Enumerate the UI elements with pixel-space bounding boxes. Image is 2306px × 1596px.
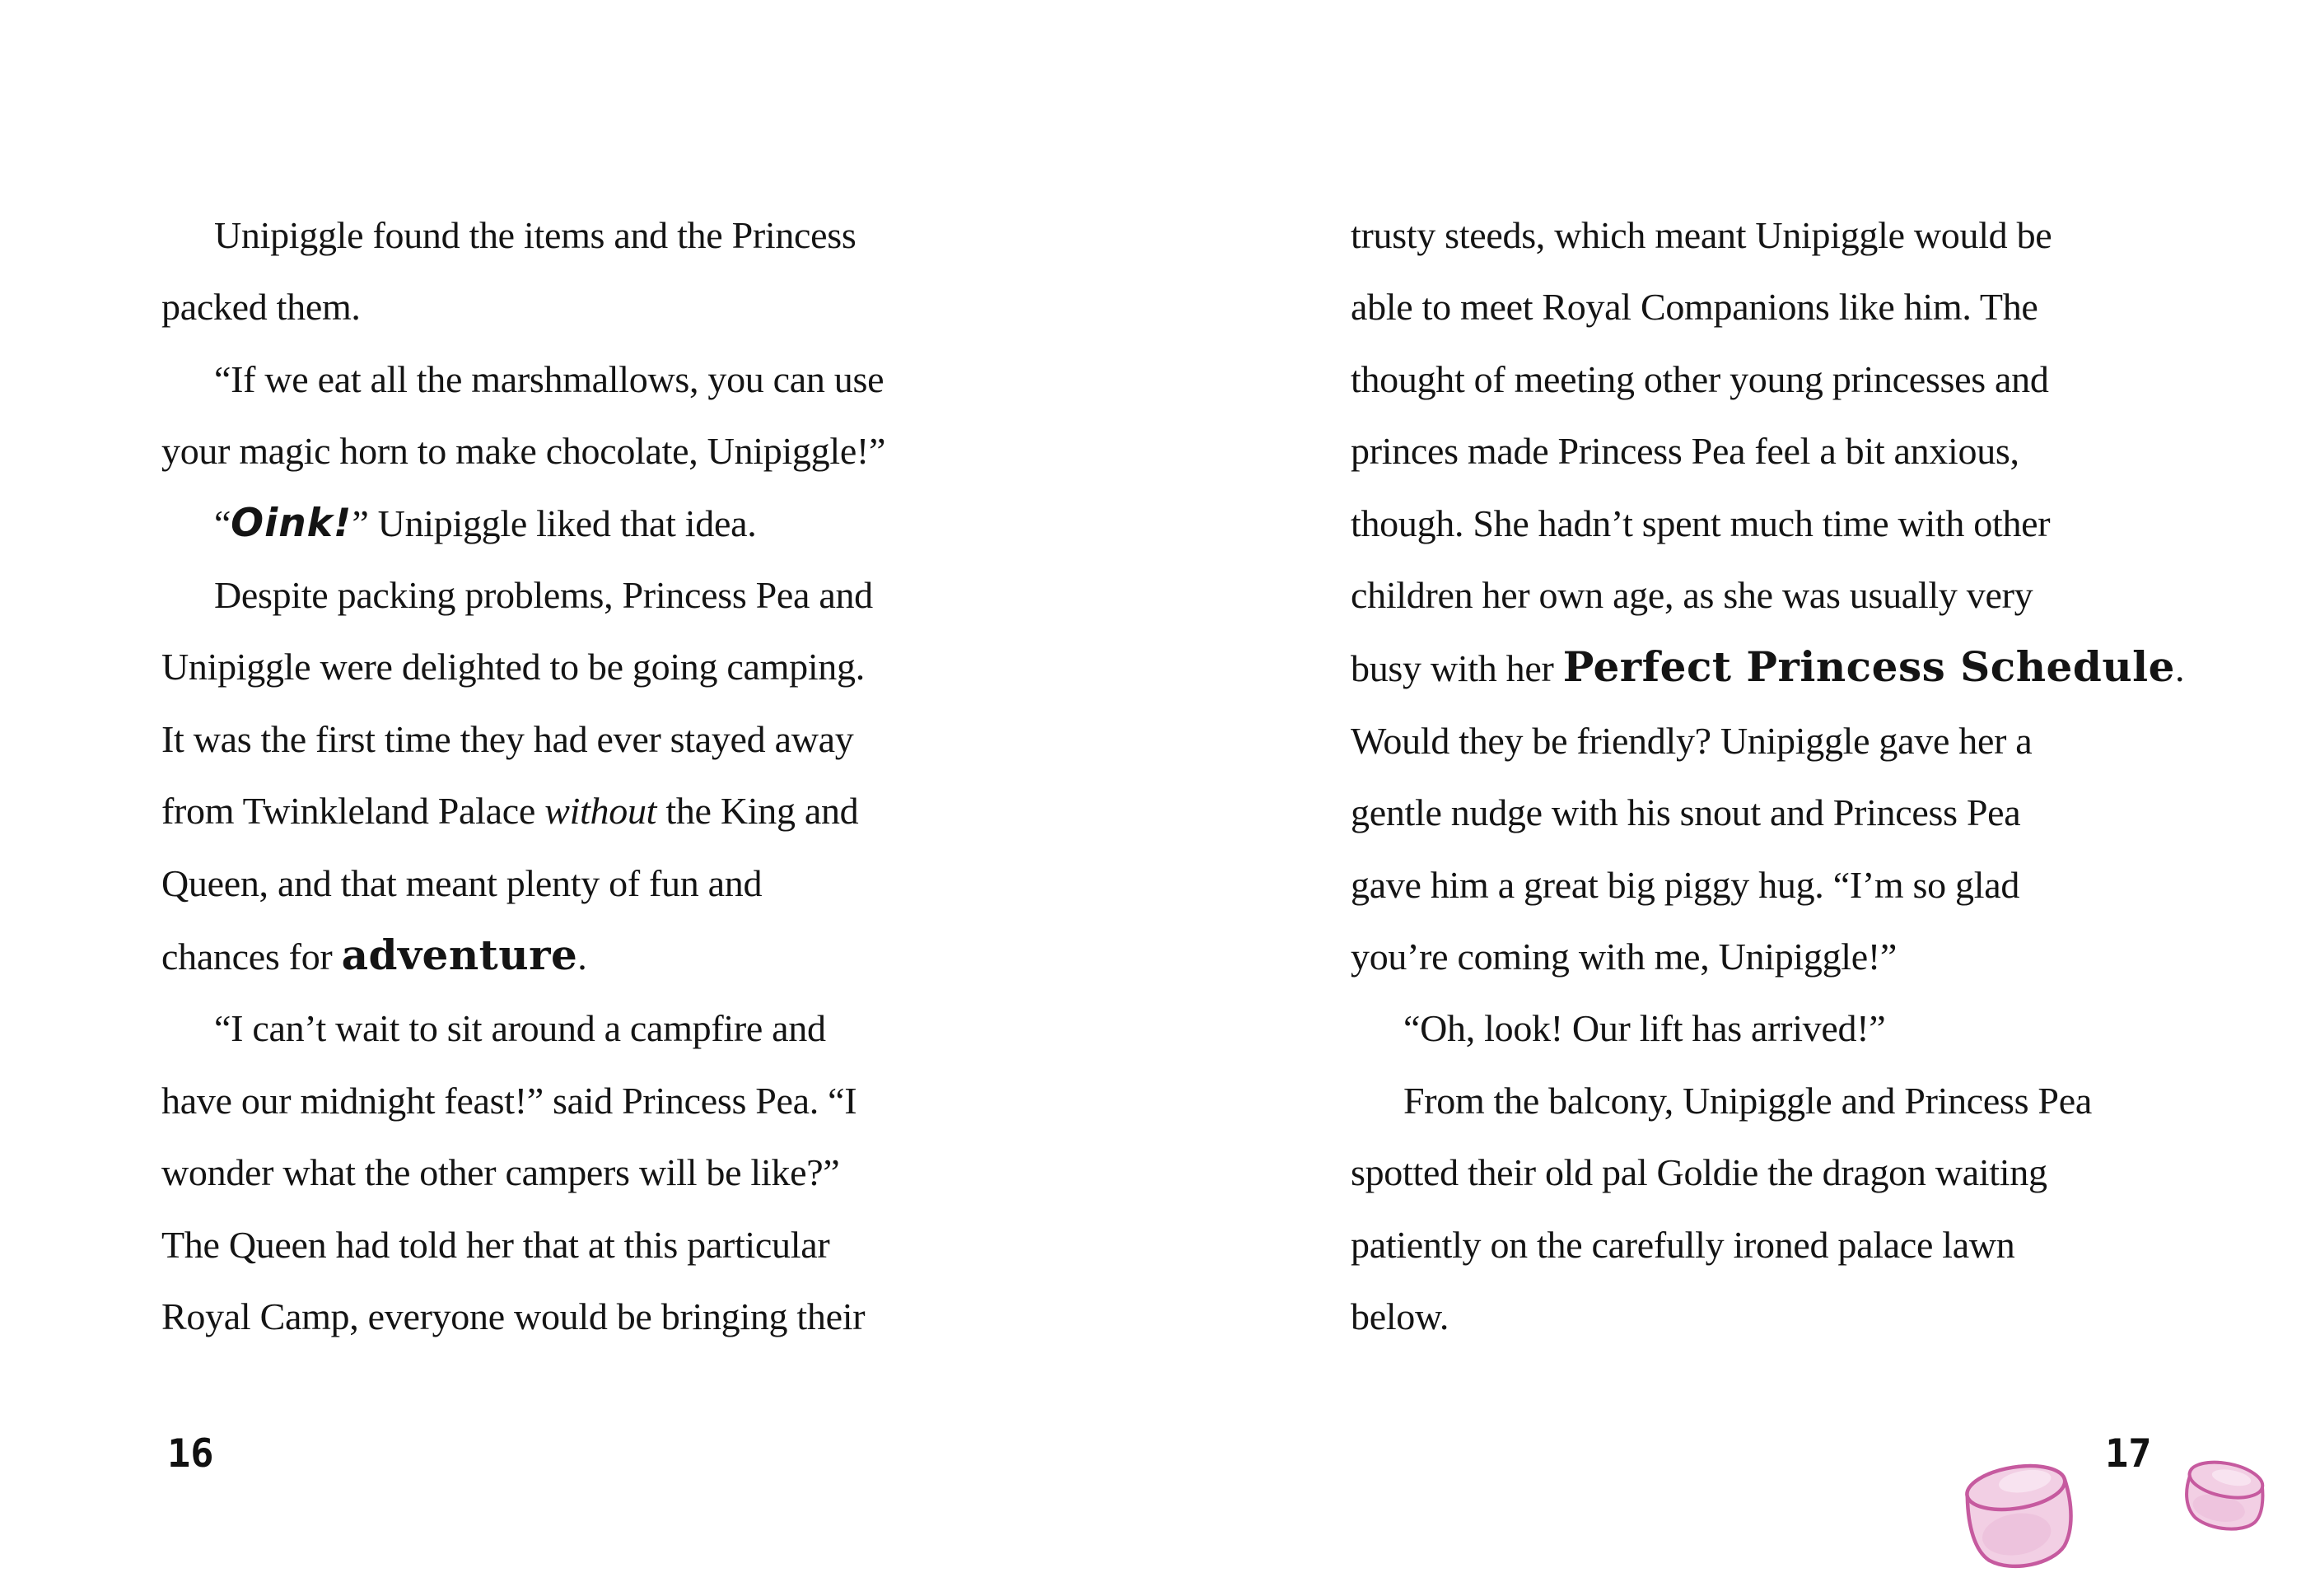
oink-text: Oink! [231, 500, 352, 546]
body-text: children her own age, as she was usually very [1351, 574, 2033, 617]
body-text: princes made Princess Pea feel a bit anxious, [1351, 430, 2019, 473]
body-text: gave him a great big piggy hug. “I’m so glad [1351, 863, 2020, 906]
body-text: wonder what the other campers will be like?” [161, 1151, 840, 1194]
text-line [1351, 488, 2182, 559]
body-text: trusty steeds, which meant Unipiggle would be [1351, 214, 2052, 256]
text-line [1351, 921, 2182, 992]
text-line [161, 488, 993, 559]
body-text: It was the first time they had ever stayed away [161, 717, 854, 760]
body-text: Would they be friendly? Unipiggle gave her a [1351, 719, 2033, 762]
body-text: “ [214, 502, 231, 544]
text-line [1351, 1281, 2182, 1352]
body-text: Unipiggle were delighted to be going camping. [161, 646, 865, 688]
text-line [161, 415, 993, 487]
body-text: “I can’t wait to sit around a campfire and [214, 1007, 826, 1050]
italic-text: without [544, 790, 657, 833]
text-line [1351, 1065, 2182, 1136]
text-line [161, 847, 993, 919]
text-line [161, 559, 993, 631]
body-text: have our midnight feast!” said Princess Pea. “I [161, 1079, 857, 1122]
text-line [1351, 271, 2182, 343]
body-text: ” Unipiggle liked that idea. [352, 502, 757, 544]
text-line [161, 271, 993, 343]
text-line [1351, 559, 2182, 631]
body-text: Despite packing problems, Princess Pea and [214, 574, 873, 617]
body-text: gentle nudge with his snout and Princess Pea [1351, 791, 2021, 834]
text-line [1351, 199, 2182, 271]
body-text: patiently on the carefully ironed palace lawn [1351, 1223, 2015, 1266]
right-page-text [1351, 199, 2185, 1353]
body-text: thought of meeting other young princesses and [1351, 357, 2049, 400]
body-text: . [2174, 647, 2185, 690]
fancy-text: adventure [341, 931, 578, 980]
body-text: below. [1351, 1295, 1449, 1338]
body-text: Unipiggle found the items and the Princess [214, 214, 857, 256]
text-line [1351, 415, 2182, 487]
text-line [161, 775, 993, 847]
text-line [1351, 705, 2182, 777]
body-text: From the balcony, Unipiggle and Princess Pea [1403, 1079, 2092, 1122]
text-line [1351, 631, 2185, 704]
body-text: your magic horn to make chocolate, Unipiggle!” [161, 430, 886, 473]
body-text: chances for [161, 936, 342, 978]
page-number-right: 17 [2105, 1431, 2152, 1477]
text-line [1351, 849, 2182, 921]
text-line [1351, 777, 2182, 848]
text-line [161, 992, 993, 1064]
page-number-left: 16 [167, 1431, 214, 1477]
text-line [161, 1209, 993, 1281]
body-text: Royal Camp, everyone would be bringing their [161, 1295, 866, 1338]
text-line [1351, 1209, 2182, 1281]
body-text: from Twinkleland Palace [161, 790, 545, 833]
text-line [161, 343, 993, 415]
body-text: though. She hadn’t spent much time with other [1351, 502, 2051, 544]
text-line [161, 631, 993, 702]
body-text: packed them. [161, 286, 361, 329]
body-text: “Oh, look! Our lift has arrived!” [1403, 1007, 1886, 1050]
text-line [161, 1136, 993, 1208]
fancy-text: Perfect Princess Schedule [1562, 642, 2175, 692]
text-line [1351, 992, 2182, 1064]
text-line [1351, 1136, 2182, 1208]
text-line [161, 199, 993, 271]
body-text: . [577, 936, 587, 978]
body-text: “If we eat all the marshmallows, you can use [214, 357, 885, 400]
text-line [161, 919, 993, 992]
body-text: spotted their old pal Goldie the dragon waiting [1351, 1151, 2047, 1194]
body-text: the King and [656, 790, 859, 833]
body-text: you’re coming with me, Unipiggle!” [1351, 936, 1898, 978]
text-line [161, 1281, 993, 1352]
text-line [161, 703, 993, 775]
small-marshmallow-icon [2178, 1449, 2271, 1540]
large-marshmallow-icon [1958, 1448, 2082, 1575]
body-text: The Queen had told her that at this particular [161, 1223, 830, 1266]
text-line [1351, 343, 2182, 415]
left-page-text [161, 199, 993, 1353]
body-text: busy with her [1351, 647, 1563, 690]
body-text: able to meet Royal Companions like him. The [1351, 286, 2038, 329]
text-line [161, 1065, 993, 1136]
body-text: Queen, and that meant plenty of fun and [161, 861, 763, 904]
